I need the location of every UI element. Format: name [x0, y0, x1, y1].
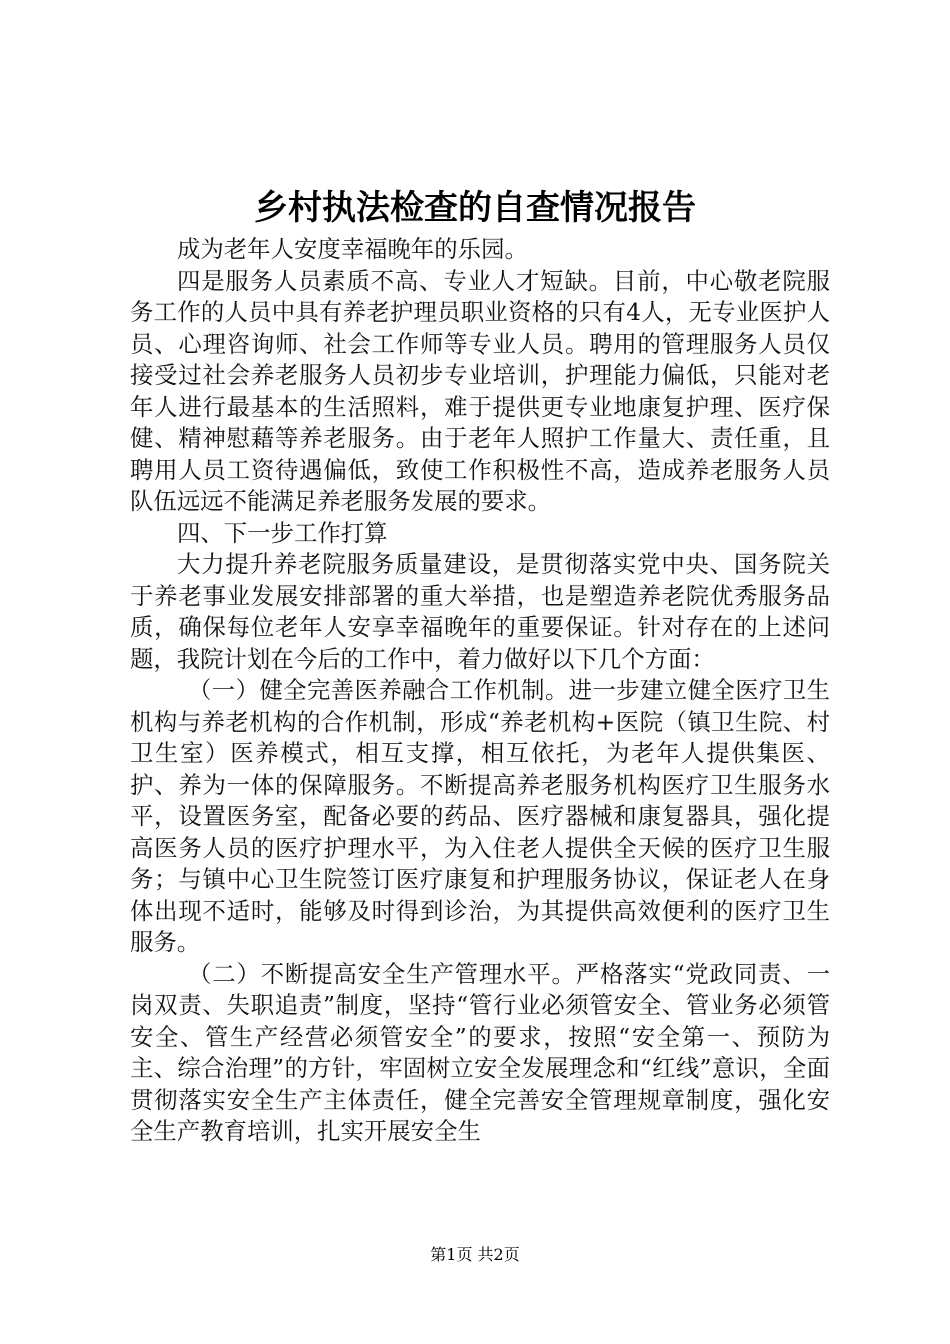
section-heading: 四、下一步工作打算 — [177, 518, 388, 547]
paragraph: （二）不断提高安全生产管理水平。严格落实“党政同责、一岗双责、失职追责”制度，坚持“管行业必须管安全、管业务必须管安全、管生产经营必须管安全”的要求，按照“安全第一、预防为主、综合治理”的方针，牢固树立安全发展理念和“红线”意识，全面贯彻落实安全生产主体责任，健全完善安全管理规章制度，强化安全生产教育培训，扎实开展安全生 — [130, 959, 830, 1145]
paragraph: 成为老年人安度幸福晚年的乐园。 — [177, 235, 528, 263]
page-footer: 第1页 共2页 — [430, 1245, 520, 1264]
paragraph: 四是服务人员素质不高、专业人才短缺。目前，中心敬老院服务工作的人员中具有养老护理员职业资格的只有4人，无专业医护人员、心理咨询师、社会工作师等专业人员。聘用的管理服务人员仅接受过社会养老服务人员初步专业培训，护理能力偏低，只能对老年人进行最基本的生活照料，难于提供更专业地康复护理、医疗保健、精神慰藉等养老服务。由于老年人照护工作量大、责任重，且聘用人员工资待遇偏低，致使工作积极性不高，造成养老服务人员队伍远远不能满足养老服务发展的要求。 — [130, 266, 830, 515]
document-title: 乡村执法检查的自查情况报告 — [254, 188, 696, 228]
paragraph: （一）健全完善医养融合工作机制。进一步建立健全医疗卫生机构与养老机构的合作机制，形成“养老机构+医院（镇卫生院、村卫生室）医养模式，相互支撑，相互依托，为老年人提供集医、护、养为一体的保障服务。不断提高养老服务机构医疗卫生服务水平，设置医务室，配备必要的药品、医疗器械和康复器具，强化提高医务人员的医疗护理水平，为入住老人提供全天候的医疗卫生服务；与镇中心卫生院签订医疗康复和护理服务协议，保证老人在身体出现不适时，能够及时得到诊治，为其提供高效便利的医疗卫生服务。 — [130, 676, 830, 956]
document-body — [130, 234, 830, 1148]
paragraph: 大力提升养老院服务质量建设，是贯彻落实党中央、国务院关于养老事业发展安排部署的重大举措，也是塑造养老院优秀服务品质，确保每位老年人安享幸福晚年的重要保证。针对存在的上述问题，我院计划在今后的工作中，着力做好以下几个方面： — [130, 550, 830, 673]
